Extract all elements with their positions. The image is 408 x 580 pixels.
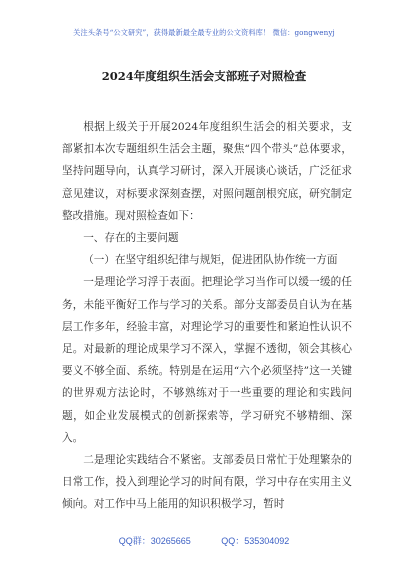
document-body (62, 116, 352, 516)
paragraph-intro: 根据上级关于开展2024年度组织生活会的相关要求，支部紧扣本次专题组织生活会主题，聚焦“四个带头”总体要求，坚持问题导向，认真学习研讨，深入开展谈心谈话，广泛征求意见建议，对标要求深刻查摆，对照问题剖根究底，研究制定整改措施。现对照检查如下： (62, 121, 352, 222)
footer-contact (0, 534, 408, 547)
subsection-heading: （一）在坚守组织纪律与规矩，促进团队协作统一方面 (83, 254, 338, 267)
footer-qq-group: QQ群：30265665 (118, 536, 191, 546)
header-banner: 关注头条号“公文研究”，获得最新最全最专业的公文资料库！ 微信：gongwenyj (73, 28, 335, 37)
document-title: 2024年度组织生活会支部班子对照检查 (101, 69, 307, 83)
paragraph-point-two: 二是理论实践结合不紧密。支部委员日常忙于处理繁杂的日常工作，投入到理论学习的时间有限，学习中存在实用主义倾向。对工作中马上能用的知识积极学习，暂时 (62, 454, 352, 511)
section-heading: 一、存在的主要问题 (83, 232, 179, 245)
paragraph-point-one: 一是理论学习浮于表面。把理论学习当作可以缓一缓的任务，未能平衡好工作与学习的关系。部分支部委员自认为在基层工作多年，经验丰富，对理论学习的重要性和紧迫性认识不足。对最新的理论成果学习不深入，掌握不透彻，领会其核心要义不够全面、系统。特别是在运用“六个必须坚持”这一关键的世界观方法论时，不够熟练对于一些重要的理论和实践问题，如企业发展模式的创新探索等，学习研究不够精细、深入。 (62, 276, 352, 444)
footer-qq: QQ：535304092 (221, 536, 290, 546)
